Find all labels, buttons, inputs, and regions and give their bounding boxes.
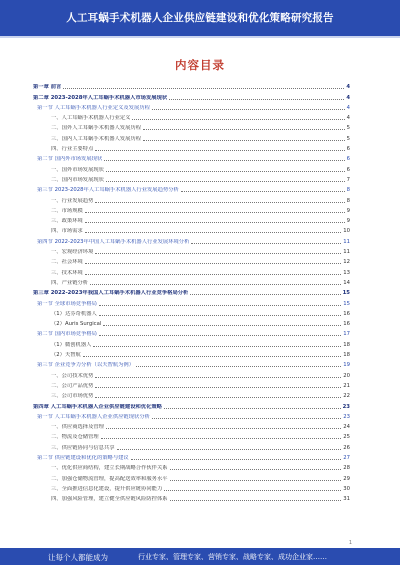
footer-slogan: 让每个人都能成为 bbox=[48, 553, 108, 562]
dot-leader bbox=[190, 294, 340, 295]
footer-tagline: 行业专家、管理专家、营销专家、战略专家、成功企业家…… bbox=[138, 553, 327, 561]
toc-entry-page: 4 bbox=[346, 94, 350, 101]
toc-entry[interactable] bbox=[33, 451, 350, 461]
toc-entry-page: 12 bbox=[343, 259, 350, 266]
toc-entry-page: 4 bbox=[346, 115, 350, 122]
toc-entry-label: 一、公司技术优势 bbox=[51, 372, 94, 379]
toc-entry-label: 二、国内市场发展现状 bbox=[51, 176, 104, 183]
toc-entry-page: 20 bbox=[343, 372, 350, 379]
toc-entry[interactable] bbox=[33, 379, 350, 389]
dot-leader bbox=[93, 346, 341, 347]
dot-leader bbox=[131, 459, 342, 460]
toc-entry-label: 二、市场规模 bbox=[51, 207, 83, 214]
toc-entry-page: 7 bbox=[346, 176, 350, 183]
toc-entry[interactable] bbox=[33, 286, 350, 296]
toc-entry-page: 4 bbox=[346, 84, 350, 91]
toc-entry[interactable] bbox=[33, 307, 350, 317]
toc-entry[interactable] bbox=[33, 440, 350, 450]
dot-leader bbox=[85, 222, 345, 223]
toc-entry-page: 28 bbox=[343, 465, 350, 472]
toc-entry-label: 一、国外市场发展现状 bbox=[51, 166, 104, 173]
toc-entry[interactable] bbox=[33, 399, 350, 409]
toc-entry[interactable] bbox=[33, 317, 350, 327]
toc-entry-label: 三、国内人工耳蜗手术机器人发展历程 bbox=[51, 135, 142, 142]
toc-entry-label: 一、行业发展趋势 bbox=[51, 197, 94, 204]
toc-entry-label: 二、国外人工耳蜗手术机器人发展历程 bbox=[51, 125, 142, 132]
toc-entry[interactable] bbox=[33, 193, 350, 203]
toc-entry-label: 一、优化供应商结构，建立长期战略合作伙伴关系 bbox=[51, 465, 168, 472]
toc-entry-label: 四、加强风险管理，建立健全供应链风险防控体系 bbox=[51, 496, 168, 503]
toc-entry-label: （2）天智航 bbox=[51, 352, 81, 359]
dot-leader bbox=[85, 232, 341, 233]
toc-entry-label: 二、物流及仓储管理 bbox=[51, 434, 99, 441]
toc-entry-page: 30 bbox=[343, 485, 350, 492]
dot-leader bbox=[170, 480, 342, 481]
toc-entry[interactable] bbox=[33, 327, 350, 337]
dot-leader bbox=[85, 212, 345, 213]
toc-entry-label: 三、公司市场优势 bbox=[51, 393, 94, 400]
dot-leader bbox=[132, 119, 344, 120]
toc-entry-label: 第三节 企业竞争力分析（以天智航为例） bbox=[37, 362, 135, 369]
toc-entry[interactable] bbox=[33, 204, 350, 214]
toc-entry-page: 6 bbox=[346, 146, 350, 153]
toc-entry[interactable] bbox=[33, 162, 350, 172]
toc-entry-page: 23 bbox=[343, 413, 350, 420]
toc-entry-label: 二、社会环境 bbox=[51, 259, 83, 266]
toc-entry[interactable] bbox=[33, 111, 350, 121]
dot-leader bbox=[106, 428, 341, 429]
toc-entry[interactable] bbox=[33, 80, 350, 90]
dot-leader bbox=[95, 150, 344, 151]
toc-entry-label: （1）微创机器人 bbox=[51, 341, 92, 348]
dot-leader bbox=[143, 140, 345, 141]
toc-entry-page: 15 bbox=[342, 290, 350, 297]
toc-entry-page: 29 bbox=[343, 475, 350, 482]
dot-leader bbox=[152, 109, 345, 110]
toc-entry-label: 第三节 2023-2028年人工耳蜗手术机器人行业发展趋势分析 bbox=[37, 187, 179, 194]
dot-leader bbox=[95, 377, 341, 378]
toc-entry-page: 31 bbox=[343, 496, 350, 503]
report-title: 人工耳蜗手术机器人企业供应链建设和优化策略研究报告 bbox=[66, 12, 334, 24]
toc-entry-page: 21 bbox=[343, 382, 350, 389]
toc-entry-page: 19 bbox=[343, 362, 350, 369]
toc-entry-page: 15 bbox=[343, 300, 350, 307]
toc-entry[interactable] bbox=[33, 389, 350, 399]
dot-leader bbox=[99, 335, 341, 336]
table-of-contents bbox=[33, 80, 350, 502]
dot-leader bbox=[99, 305, 341, 306]
toc-heading: 内容目录 bbox=[175, 58, 225, 72]
toc-entry-page: 8 bbox=[346, 187, 350, 194]
dot-leader bbox=[191, 243, 341, 244]
toc-entry-label: 四、产业链分析 bbox=[51, 279, 89, 286]
dot-leader bbox=[170, 500, 342, 501]
toc-entry-page: 18 bbox=[343, 341, 350, 348]
toc-entry-page: 9 bbox=[346, 218, 350, 225]
toc-entry-page: 22 bbox=[343, 393, 350, 400]
dot-leader bbox=[104, 160, 344, 161]
toc-entry-page: 26 bbox=[343, 444, 350, 451]
dot-leader bbox=[83, 356, 341, 357]
dot-leader bbox=[85, 263, 341, 264]
toc-entry-page: 24 bbox=[343, 424, 350, 431]
toc-entry-page: 6 bbox=[346, 166, 350, 173]
toc-entry-label: 三、技术环境 bbox=[51, 269, 83, 276]
toc-entry-page: 11 bbox=[343, 238, 350, 245]
toc-entry[interactable] bbox=[33, 492, 350, 502]
toc-entry-label: 四、行业主要特点 bbox=[51, 146, 94, 153]
dot-leader bbox=[106, 171, 345, 172]
dot-leader bbox=[95, 387, 341, 388]
toc-entry-page: 10 bbox=[343, 228, 350, 235]
toc-entry[interactable] bbox=[33, 482, 350, 492]
toc-entry-page: 4 bbox=[346, 104, 350, 111]
toc-entry-page: 18 bbox=[343, 352, 350, 359]
dot-leader bbox=[95, 397, 341, 398]
toc-entry[interactable] bbox=[33, 410, 350, 420]
toc-entry[interactable] bbox=[33, 183, 350, 193]
toc-entry[interactable] bbox=[33, 296, 350, 306]
toc-entry[interactable] bbox=[33, 234, 350, 244]
toc-entry[interactable] bbox=[33, 101, 350, 111]
toc-entry-page: 27 bbox=[343, 454, 350, 461]
toc-entry-label: 第一节 人工耳蜗手术机器人行业定义及发展历程 bbox=[37, 104, 150, 111]
toc-entry-label: 第二章 2023-2028年人工耳蜗手术机器人市场发展现状 bbox=[33, 94, 168, 101]
toc-entry-label: 一、供应商选择及管理 bbox=[51, 424, 104, 431]
dot-leader bbox=[143, 129, 345, 130]
toc-entry[interactable] bbox=[33, 224, 350, 234]
toc-entry-label: 第二节 供应链建设和优化的策略与建议 bbox=[37, 454, 129, 461]
toc-entry[interactable] bbox=[33, 471, 350, 481]
toc-entry-label: 第二节 国内市场竞争格局 bbox=[37, 331, 97, 338]
page-number: 1 bbox=[348, 540, 352, 546]
toc-entry-label: 第一节 全球市场竞争格局 bbox=[37, 300, 97, 307]
toc-entry-page: 14 bbox=[343, 279, 350, 286]
toc-entry-label: 一、宏观经济环境 bbox=[51, 249, 94, 256]
dot-leader bbox=[101, 438, 342, 439]
dot-leader bbox=[152, 418, 341, 419]
toc-entry-label: 三、供应链协同与信息共享 bbox=[51, 444, 115, 451]
dot-leader bbox=[103, 325, 341, 326]
dot-leader bbox=[181, 191, 345, 192]
dot-leader bbox=[170, 469, 342, 470]
toc-entry[interactable] bbox=[33, 214, 350, 224]
toc-entry-page: 6 bbox=[346, 156, 350, 163]
toc-entry-label: 二、公司产品优势 bbox=[51, 382, 94, 389]
dot-leader bbox=[136, 366, 341, 367]
toc-entry-label: 三、政策环境 bbox=[51, 218, 83, 225]
toc-entry-page: 23 bbox=[342, 403, 350, 410]
toc-entry[interactable] bbox=[33, 430, 350, 440]
toc-entry-label: 第一章 前言 bbox=[33, 84, 62, 91]
toc-entry-page: 13 bbox=[343, 269, 350, 276]
toc-entry-page: 25 bbox=[343, 434, 350, 441]
toc-entry-page: 16 bbox=[343, 321, 350, 328]
toc-entry-label: 第二节 国内外市场发展现状 bbox=[37, 156, 103, 163]
dot-leader bbox=[117, 449, 342, 450]
dot-leader bbox=[164, 490, 341, 491]
toc-entry-page: 11 bbox=[343, 249, 350, 256]
dot-leader bbox=[106, 181, 345, 182]
toc-entry[interactable] bbox=[33, 337, 350, 347]
toc-entry[interactable] bbox=[33, 245, 350, 255]
toc-entry-page: 17 bbox=[343, 331, 350, 338]
dot-leader bbox=[90, 284, 341, 285]
toc-entry[interactable] bbox=[33, 420, 350, 430]
toc-entry[interactable] bbox=[33, 131, 350, 141]
dot-leader bbox=[63, 88, 344, 89]
toc-entry[interactable] bbox=[33, 461, 350, 471]
dot-leader bbox=[95, 202, 344, 203]
toc-entry-page: 5 bbox=[346, 135, 350, 142]
toc-entry[interactable] bbox=[33, 348, 350, 358]
toc-entry[interactable] bbox=[33, 142, 350, 152]
toc-entry-page: 8 bbox=[346, 197, 350, 204]
dot-leader bbox=[95, 253, 341, 254]
toc-entry[interactable] bbox=[33, 358, 350, 368]
toc-entry[interactable] bbox=[33, 152, 350, 162]
toc-entry[interactable] bbox=[33, 265, 350, 275]
toc-entry[interactable] bbox=[33, 368, 350, 378]
toc-entry-page: 9 bbox=[346, 207, 350, 214]
toc-entry-label: （2）Auris Surgical bbox=[51, 321, 102, 328]
toc-entry[interactable] bbox=[33, 90, 350, 100]
toc-entry[interactable] bbox=[33, 255, 350, 265]
toc-entry-label: 四、市场需求 bbox=[51, 228, 83, 235]
toc-entry[interactable] bbox=[33, 121, 350, 131]
toc-entry[interactable] bbox=[33, 276, 350, 286]
toc-entry[interactable] bbox=[33, 173, 350, 183]
toc-entry-label: 二、加强仓储物流管理，提高配送效率和服务水平 bbox=[51, 475, 168, 482]
toc-entry-label: 第四节 2022-2023年中国人工耳蜗手术机器人行业发展环境分析 bbox=[37, 238, 190, 245]
report-header bbox=[0, 0, 400, 36]
toc-entry-label: 第一节 人工耳蜗手术机器人企业供应链现状分析 bbox=[37, 413, 150, 420]
dot-leader bbox=[169, 99, 344, 100]
report-footer bbox=[0, 548, 400, 565]
toc-entry-label: 一、人工耳蜗手术机器人行业定义 bbox=[51, 115, 131, 122]
dot-leader bbox=[99, 315, 342, 316]
toc-entry-page: 5 bbox=[346, 125, 350, 132]
toc-entry-label: 三、全面推进信息化建设，提升供应链协同能力 bbox=[51, 485, 163, 492]
toc-entry-page: 16 bbox=[343, 310, 350, 317]
header-divider bbox=[0, 36, 400, 38]
dot-leader bbox=[85, 274, 341, 275]
toc-entry-label: （1）达芬奇机器人 bbox=[51, 310, 97, 317]
toc-entry-label: 第四章 人工耳蜗手术机器人企业供应链建设和优化策略 bbox=[33, 403, 162, 410]
toc-entry-label: 第三章 2022-2023年我国人工耳蜗手术机器人行业竞争格局分析 bbox=[33, 290, 189, 297]
dot-leader bbox=[164, 408, 341, 409]
